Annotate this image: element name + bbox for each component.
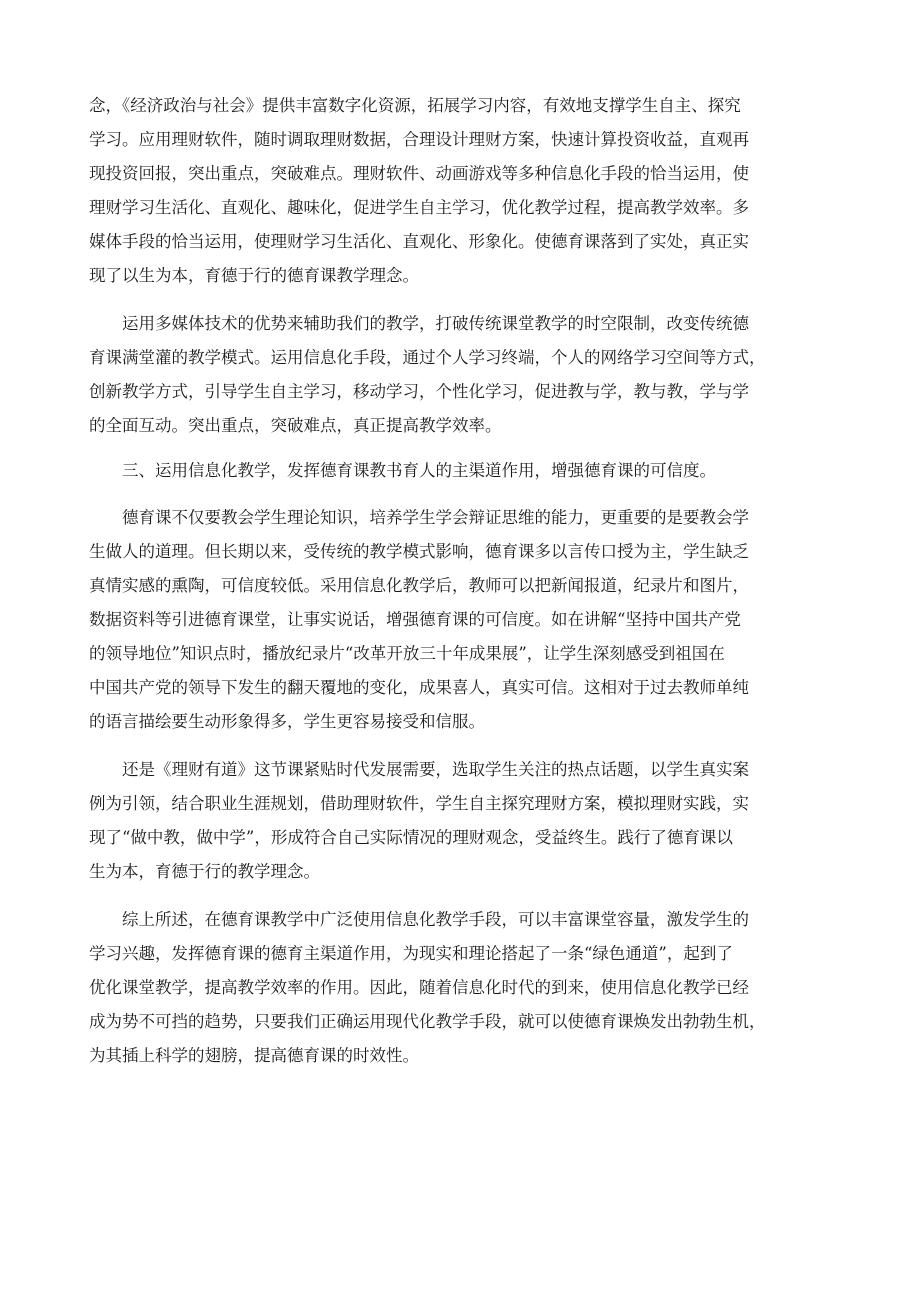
text-line: 综上所述，在德育课教学中广泛使用信息化教学手段，可以丰富课堂容量，激发学生的 [122, 910, 749, 929]
text-line: 例为引领，结合职业生涯规划，借助理财软件，学生自主探究理财方案，模拟理财实践，实 [89, 794, 749, 813]
text-line: 现了“做中教，做中学”，形成符合自己实际情况的理财观念，受益终生。践行了德育课以 [89, 828, 733, 847]
text-line: 学习兴趣，发挥德育课的德育主渠道作用，为现实和理论搭起了一条“绿色通道”，起到了 [89, 944, 733, 963]
text-line: 媒体手段的恰当运用，使理财学习生活化、直观化、形象化。使德育课落到了实处，真正实 [89, 232, 749, 251]
text-line: 为其插上科学的翅膀，提高德育课的时效性。 [89, 1046, 419, 1065]
text-line: 理财学习生活化、直观化、趣味化，促进学生自主学习，优化教学过程，提高教学效率。多 [89, 198, 749, 217]
text-line: 生做人的道理。但长期以来，受传统的教学模式影响，德育课多以言传口授为主，学生缺乏 [89, 542, 749, 561]
text-line: 数据资料等引进德育课堂，让事实说话，增强德育课的可信度。如在讲解“坚持中国共产党 [89, 610, 741, 629]
text-line: 创新教学方式，引导学生自主学习，移动学习，个性化学习，促进教与学，教与教，学与学 [89, 382, 749, 401]
text-line: 德育课不仅要教会学生理论知识，培养学生学会辩证思维的能力，更重要的是要教会学 [122, 508, 749, 527]
text-line: 还是《理财有道》这节课紧贴时代发展需要，选取学生关注的热点话题，以学生真实案 [122, 760, 749, 779]
text-line: 的语言描绘要生动形象得多，学生更容易接受和信服。 [89, 712, 485, 731]
text-line: 的全面互动。突出重点，突破难点，真正提高教学效率。 [89, 416, 502, 435]
text-line: 优化课堂教学，提高教学效率的作用。因此，随着信息化时代的到来，使用信息化教学已经 [89, 978, 749, 997]
text-line: 育课满堂灌的教学模式。运用信息化手段，通过个人学习终端，个人的网络学习空间等方式， [89, 348, 766, 367]
text-line: 念，《经济政治与社会》提供丰富数字化资源，拓展学习内容，有效地支撑学生自主、探究 [89, 96, 741, 115]
text-line: 学习。应用理财软件，随时调取理财数据，合理设计理财方案，快速计算投资收益，直观再 [89, 130, 749, 149]
text-line: 现了以生为本，育德于行的德育课教学理念。 [89, 266, 419, 285]
text-line: 的领导地位”知识点时，播放纪录片“改革开放三十年成果展”，让学生深刻感受到祖国在 [89, 644, 725, 663]
text-line: 中国共产党的领导下发生的翻天覆地的变化，成果喜人，真实可信。这相对于过去教师单纯 [89, 678, 749, 697]
text-line: 现投资回报，突出重点，突破难点。理财软件、动画游戏等多种信息化手段的恰当运用，使 [89, 164, 749, 183]
section-heading: 三、运用信息化教学，发挥德育课教书育人的主渠道作用，增强德育课的可信度。 [122, 461, 716, 480]
text-line: 生为本，育德于行的教学理念。 [89, 862, 320, 881]
text-line: 成为势不可挡的趋势，只要我们正确运用现代化教学手段，就可以使德育课焕发出勃勃生机， [89, 1012, 766, 1031]
text-line: 运用多媒体技术的优势来辅助我们的教学，打破传统课堂教学的时空限制，改变传统德 [122, 314, 749, 333]
text-line: 真情实感的熏陶，可信度较低。采用信息化教学后，教师可以把新闻报道，纪录片和图片， [89, 576, 749, 595]
